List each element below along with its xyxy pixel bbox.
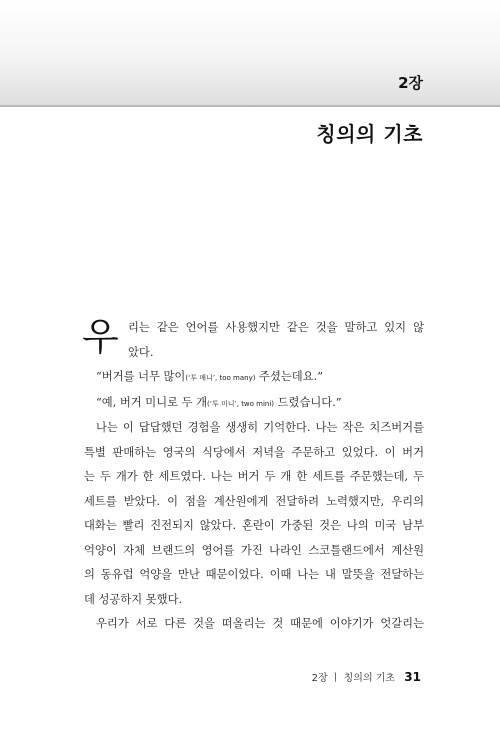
page-footer	[312, 669, 421, 684]
paragraph-line: 데 성공하지 못했다.	[84, 592, 183, 606]
quote-2-note: (‘투 미니’, two mini)	[207, 399, 275, 408]
paragraph-line: 우리가 서로 다른 것을 떠올리는 것 때문에 이야기가 엇갈리는	[96, 617, 424, 630]
header-divider	[0, 105, 500, 107]
body-text	[84, 316, 424, 637]
chapter-label: 2장	[398, 74, 423, 92]
quote-2-end: 드렸습니다.”	[274, 395, 342, 409]
story-paragraph	[84, 416, 424, 612]
running-head: 2장 ㅣ 칭의의 기초	[311, 673, 396, 684]
paragraph-line: 세트를 받았다. 이 점을 계산원에게 전달하려 노력했지만, 우리의	[84, 494, 424, 508]
closing-paragraph	[84, 612, 424, 637]
chapter-header-band	[0, 0, 500, 106]
paragraph-line: 억양이 자체 브랜드의 영어를 가진 나라인 스코틀랜드에서 계산원	[84, 543, 424, 557]
opening-line-2: 았다.	[128, 345, 154, 359]
page-number: 31	[404, 670, 421, 684]
quote-1-note: (‘투 매니’, too many)	[185, 374, 256, 382]
paragraph-line: 특별 판매하는 영국의 식당에서 저녁을 주문하고 있었다. 이 버거	[84, 445, 424, 459]
drop-cap: 우	[82, 315, 119, 359]
quote-1-end: 주셨는데요.”	[255, 370, 323, 383]
quote-2-text: “예, 버거 미니로 두 개	[96, 395, 208, 409]
paragraph-line: 의 동유럽 억양을 만난 때문이었다. 이때 나는 내 말뜻을 전달하는	[84, 568, 424, 581]
chapter-title: 칭의의 기초	[316, 122, 423, 146]
paragraph-line: 나는 이 답답했던 경험을 생생히 기억한다. 나는 작은 치즈버거를	[96, 421, 424, 434]
opening-paragraph	[84, 316, 424, 365]
quote-1	[84, 365, 424, 391]
quote-1-text: “버거를 너무 많이	[96, 370, 186, 383]
quote-2	[84, 391, 424, 417]
paragraph-line: 대화는 빨리 진전되지 않았다. 혼란이 가중된 것은 나의 미국 남부	[84, 519, 424, 532]
paragraph-line: 는 두 개가 한 세트였다. 나는 버거 두 개 한 세트를 주문했는데, 두	[84, 470, 424, 483]
opening-line-1: 리는 같은 언어를 사용했지만 같은 것을 말하고 있지 않	[128, 321, 424, 334]
